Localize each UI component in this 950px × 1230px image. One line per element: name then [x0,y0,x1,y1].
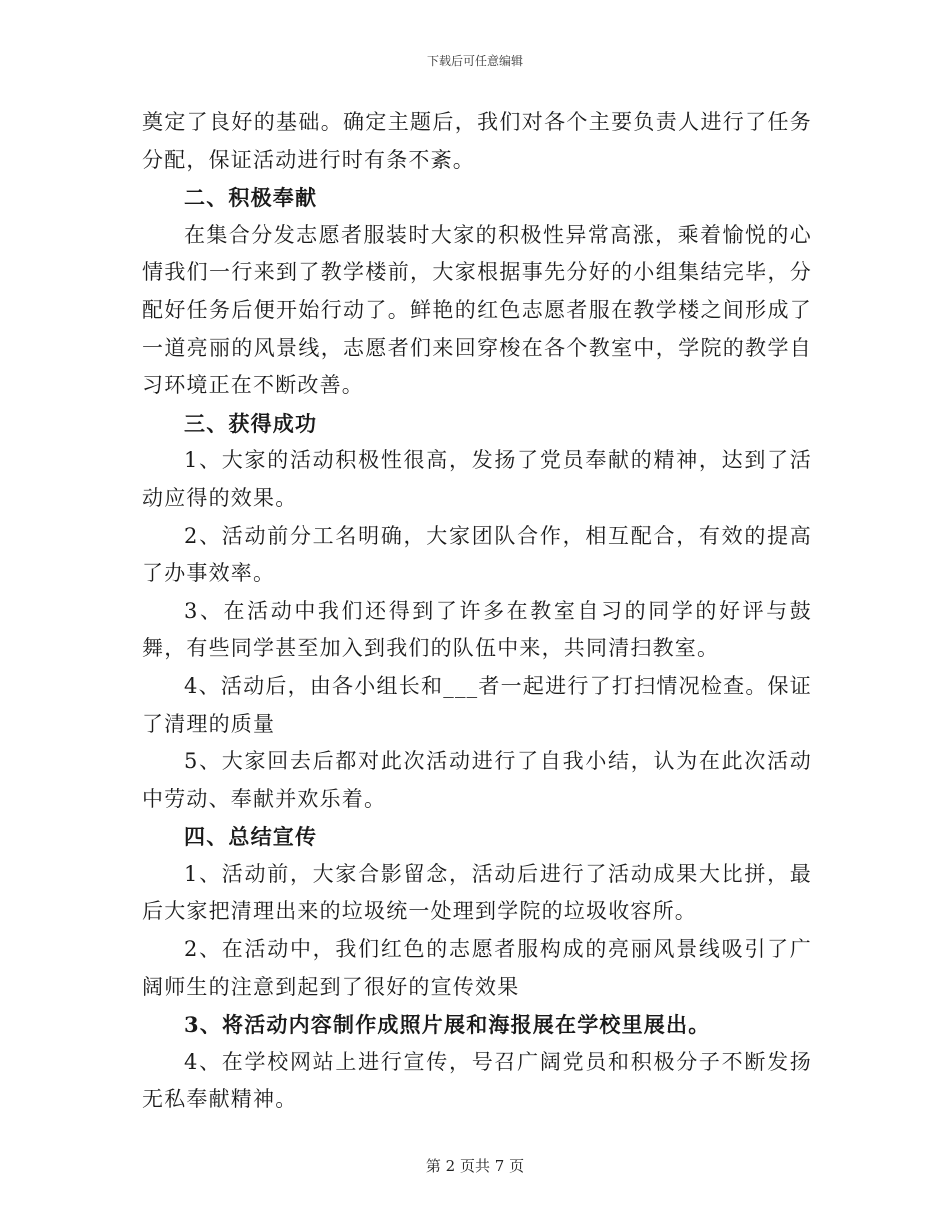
page-footer: 第 2 页共 7 页 [425,1157,525,1175]
paragraph-continuation: 奠定了良好的基础。确定主题后，我们对各个主要负责人进行了任务分配，保证活动进行时有条不紊。 [142,110,812,172]
list-item: 3、在活动中我们还得到了许多在教室自习的同学的好评与鼓舞，有些同学甚至加入到我们的队伍中来，共同清扫教室。 [142,598,812,661]
list-item: 4、在学校网站上进行宣传，号召广阔党员和积极分子不断发扬无私奉献精神。 [142,1049,812,1112]
section-heading-3: 三、获得成功 [184,410,318,436]
list-item: 1、活动前，大家合影留念，活动后进行了活动成果大比拼，最后大家把清理出来的垃圾统一处理到学院的垃圾收容所。 [142,861,812,924]
document-body [142,104,812,1119]
section-heading-2: 二、积极奉献 [184,185,318,211]
list-item: 1、大家的活动积极性很高，发扬了党员奉献的精神，达到了活动应得的效果。 [142,448,812,510]
page-header: 下载后可任意编辑 [426,54,523,68]
paragraph: 在集合分发志愿者服装时大家的积极性异常高涨，乘着愉悦的心情我们一行来到了教学楼前，大家根据事先分好的小组集结完毕，分配好任务后便开始行动了。鲜艳的红色志愿者服在教学楼之间形成了一道亮丽的风景线，志愿者们来回穿梭在各个教室中，学院的教学自习环境正在不断改善。 [142,222,812,398]
list-item: 5、大家回去后都对此次活动进行了自我小结，认为在此次活动中劳动、奉献并欢乐着。 [142,749,812,811]
list-item: 4、活动后，由各小组长和___者一起进行了打扫情况检查。保证了清理的质量 [142,673,812,736]
section-heading-4: 四、总结宣传 [184,824,318,850]
list-item: 2、活动前分工名明确，大家团队合作，相互配合，有效的提高了办事效率。 [142,523,812,586]
list-item: 2、在活动中，我们红色的志愿者服构成的亮丽风景线吸引了广阔师生的注意到起到了很好的宣传效果 [142,937,812,999]
list-item-bold: 3、将活动内容制作成照片展和海报展在学校里展出。 [184,1012,711,1038]
